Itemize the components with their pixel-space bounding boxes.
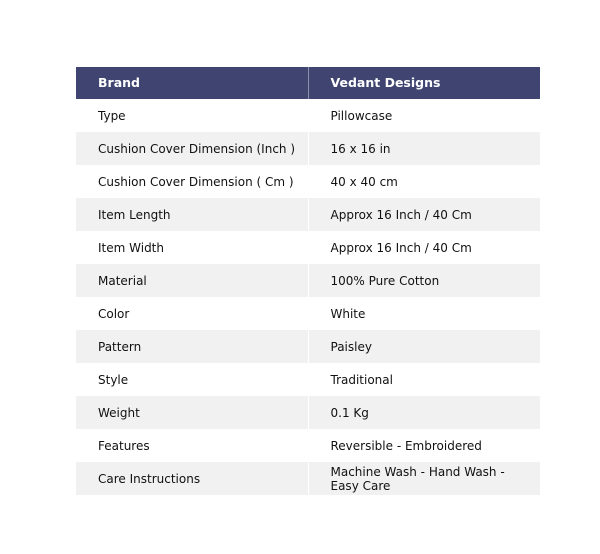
table-row	[76, 363, 540, 396]
row-value: Machine Wash - Hand Wash - Easy Care	[308, 462, 540, 495]
row-value: Reversible - Embroidered	[308, 429, 540, 462]
table-row	[76, 330, 540, 363]
row-label: Material	[76, 264, 308, 297]
product-spec-table	[76, 67, 540, 495]
table-body	[76, 99, 540, 495]
row-value: 40 x 40 cm	[308, 165, 540, 198]
table-row	[76, 396, 540, 429]
table-row	[76, 297, 540, 330]
row-value: Approx 16 Inch / 40 Cm	[308, 231, 540, 264]
table-header	[76, 67, 540, 99]
table-row	[76, 198, 540, 231]
row-label: Color	[76, 297, 308, 330]
row-label: Item Length	[76, 198, 308, 231]
row-value: 16 x 16 in	[308, 132, 540, 165]
row-label: Features	[76, 429, 308, 462]
row-value: 100% Pure Cotton	[308, 264, 540, 297]
table-row	[76, 99, 540, 132]
row-value: 0.1 Kg	[308, 396, 540, 429]
header-row	[76, 67, 540, 99]
table-row	[76, 165, 540, 198]
row-value: White	[308, 297, 540, 330]
table-row	[76, 231, 540, 264]
row-label: Style	[76, 363, 308, 396]
row-label: Cushion Cover Dimension (Inch )	[76, 132, 308, 165]
table-row	[76, 132, 540, 165]
header-value-cell: Vedant Designs	[308, 67, 540, 99]
row-label: Weight	[76, 396, 308, 429]
table-row	[76, 429, 540, 462]
table-row	[76, 462, 540, 495]
row-value: Approx 16 Inch / 40 Cm	[308, 198, 540, 231]
row-value: Traditional	[308, 363, 540, 396]
row-label: Cushion Cover Dimension ( Cm )	[76, 165, 308, 198]
row-value: Paisley	[308, 330, 540, 363]
row-label: Pattern	[76, 330, 308, 363]
header-label-cell: Brand	[76, 67, 308, 99]
row-value: Pillowcase	[308, 99, 540, 132]
row-label: Item Width	[76, 231, 308, 264]
row-label: Type	[76, 99, 308, 132]
table-row	[76, 264, 540, 297]
row-label: Care Instructions	[76, 462, 308, 495]
